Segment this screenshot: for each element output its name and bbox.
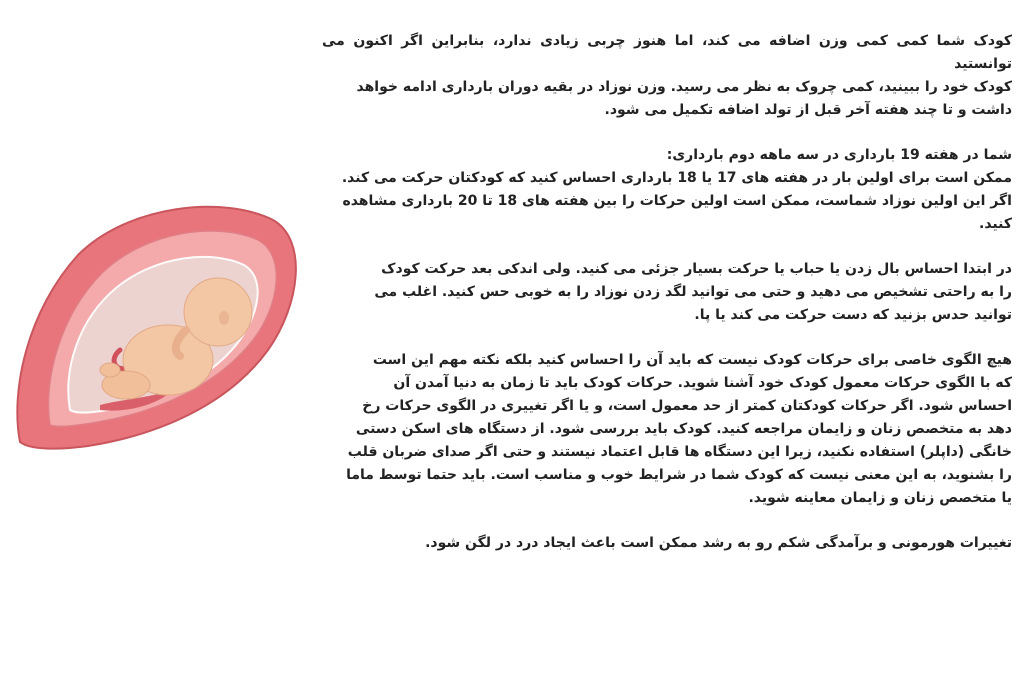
text-line: داشت و تا چند هفته آخر قبل از تولد اضافه تکمیل می شود.: [604, 102, 1012, 118]
article-text: [322, 30, 1012, 577]
text-line: تغییرات هورمونی و برآمدگی شکم رو به رشد ممکن است باعث ایجاد درد در لگن شود.: [425, 535, 1012, 551]
text-line: یا متخصص زنان و زایمان معاینه شوید.: [748, 490, 1012, 506]
paragraph-first-sensations: [322, 258, 1012, 327]
text-line: ممکن است برای اولین بار در هفته های 17 یا 18 بارداری احساس کنید که کودکتان حرکت می کند.: [341, 170, 1012, 186]
fetus-in-womb-illustration: [8, 200, 303, 455]
text-line: هیچ الگوی خاصی برای حرکات کودک نیست که باید آن را احساس کنید بلکه نکته مهم این است: [372, 352, 1012, 368]
fetus-ear: [219, 311, 229, 325]
paragraph-movement-pattern: [322, 349, 1012, 510]
text-line: کنید.: [979, 216, 1012, 232]
paragraph-pelvic-pain: [322, 532, 1012, 555]
text-line: کودک خود را ببینید، کمی چروک به نظر می رسید. وزن نوزاد در بقیه دوران بارداری ادامه خواهد: [356, 79, 1012, 95]
fetus-foot: [100, 363, 120, 377]
text-line: در ابتدا احساس بال زدن یا حباب یا حرکت بسیار جزئی می کنید. ولی اندکی بعد حرکت کودک: [381, 261, 1012, 277]
text-line: کودک شما کمی کمی وزن اضافه می کند، اما هنوز چربی زیادی ندارد، بنابراین اگر اکنون می توانستید: [322, 33, 1012, 72]
text-line: اگر این اولین نوزاد شماست، ممکن است اولین حرکات را بین هفته های 18 تا 20 بارداری مشاهده: [342, 193, 1012, 209]
paragraph-weight-gain: [322, 30, 1012, 122]
fetus-head: [184, 278, 252, 346]
text-line: را به راحتی تشخیص می دهید و حتی می توانید لگد زدن نوزاد را به خوبی حس کنید. اغلب می: [374, 284, 1012, 300]
text-line: که با الگوی حرکات معمول کودک خود آشنا شوید. حرکات کودک باید تا زمان به دنیا آمدن آن: [393, 375, 1012, 391]
text-line: دهد به متخصص زنان و زایمان مراجعه کنید. کودک باید بررسی شود. از دستگاه های اسکن دستی: [355, 421, 1012, 437]
text-line: احساس شود. اگر حرکات کودکتان کمتر از حد معمول است، و یا اگر تغییری در الگوی حرکات رخ: [362, 398, 1012, 414]
text-line: را بشنوید، به این معنی نیست که کودک شما در شرایط خوب و مناسب است. باید حتما توسط ماما: [346, 467, 1012, 483]
text-line: خانگی (داپلر) استفاده نکنید، زیرا این دستگاه ها قابل اعتماد نیستند و حتی اگر صدای ضربان قلب: [347, 444, 1012, 460]
paragraph-week-19-movement: [322, 144, 1012, 236]
text-line: شما در هفته 19 بارداری در سه ماهه دوم بارداری:: [666, 147, 1012, 163]
text-line: توانید حدس بزنید که دست حرکت می کند یا پا.: [694, 307, 1012, 323]
